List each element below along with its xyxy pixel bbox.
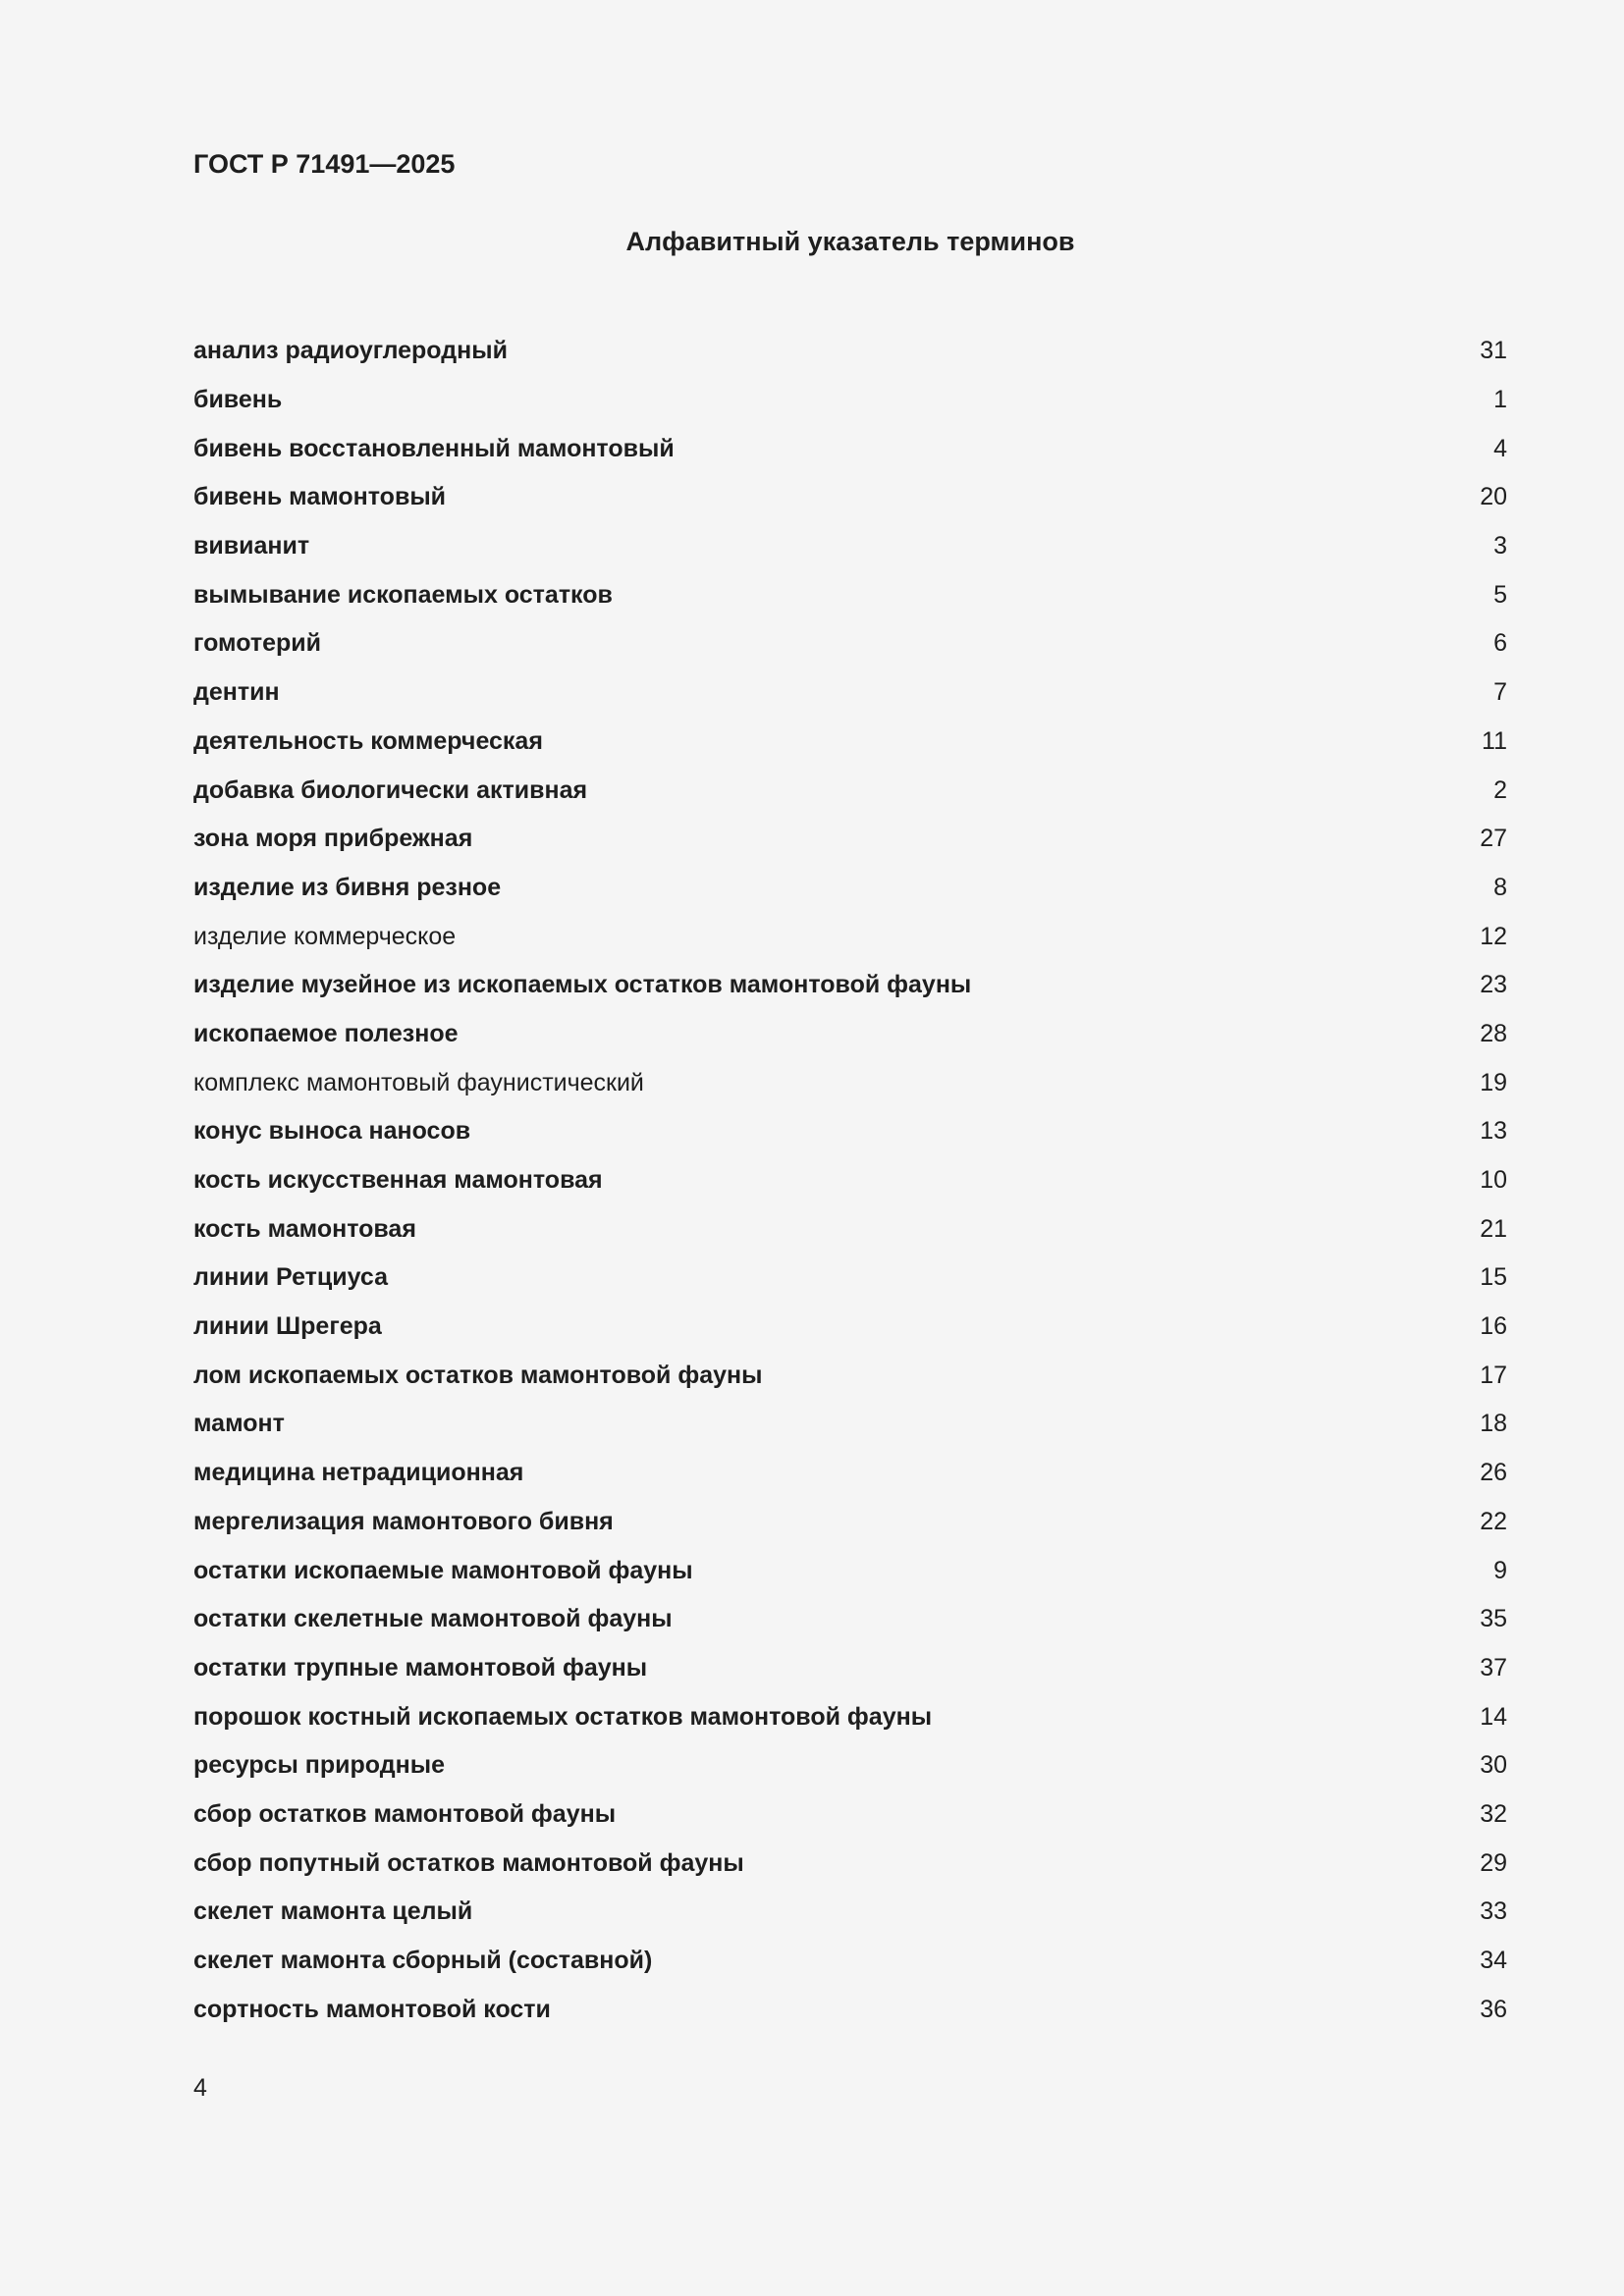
- index-term: конус выноса наносов: [193, 1117, 471, 1146]
- index-entry: [193, 376, 1507, 425]
- index-entry: [193, 961, 1507, 1010]
- index-page-ref: 28: [1480, 1019, 1507, 1047]
- index-page-ref: 7: [1493, 678, 1507, 707]
- document-code: ГОСТ Р 71491—2025: [193, 149, 456, 179]
- index-term: остатки трупные мамонтовой фауны: [193, 1653, 648, 1682]
- index-page-ref: 33: [1480, 1897, 1507, 1926]
- index-term: остатки ископаемые мамонтовой фауны: [193, 1556, 693, 1584]
- index-term: кость искусственная мамонтовая: [193, 1166, 603, 1195]
- index-entry: [193, 1741, 1507, 1790]
- index-entry: [193, 1400, 1507, 1449]
- index-page-ref: 22: [1480, 1507, 1507, 1535]
- index-entry: [193, 1449, 1507, 1498]
- index-page-ref: 21: [1480, 1214, 1507, 1243]
- index-term: изделие из бивня резное: [193, 873, 502, 901]
- index-entry: [193, 1644, 1507, 1693]
- index-term: добавка биологически активная: [193, 775, 588, 804]
- index-entry: [193, 1204, 1507, 1254]
- index-term: комплекс мамонтовый фаунистический: [193, 1068, 644, 1096]
- index-page-ref: 32: [1480, 1799, 1507, 1828]
- index-page-ref: 29: [1480, 1848, 1507, 1877]
- index-term: дентин: [193, 678, 280, 707]
- index-entry: [193, 1498, 1507, 1547]
- index-term: сбор остатков мамонтовой фауны: [193, 1799, 617, 1828]
- index-term: ресурсы природные: [193, 1751, 445, 1780]
- index-term: деятельность коммерческая: [193, 726, 543, 755]
- index-term: скелет мамонта сборный (составной): [193, 1947, 653, 1975]
- index-entry: [193, 1254, 1507, 1303]
- index-term: бивень восстановленный мамонтовый: [193, 434, 675, 462]
- index-entry: [193, 1888, 1507, 1937]
- index-term: вымывание ископаемых остатков: [193, 580, 613, 609]
- index-term: кость мамонтовая: [193, 1214, 416, 1243]
- index-page-ref: 20: [1480, 483, 1507, 511]
- index-entry: [193, 1839, 1507, 1888]
- index-term: сбор попутный остатков мамонтовой фауны: [193, 1848, 744, 1877]
- page-number: 4: [193, 2074, 207, 2102]
- index-entry: [193, 1985, 1507, 2034]
- index-entry: [193, 1351, 1507, 1400]
- index-entry: [193, 815, 1507, 864]
- index-entry: [193, 1107, 1507, 1156]
- index-page-ref: 4: [1493, 434, 1507, 462]
- index-entry: [193, 570, 1507, 619]
- index-page-ref: 9: [1493, 1556, 1507, 1584]
- index-page-ref: 30: [1480, 1751, 1507, 1780]
- index-entry: [193, 1692, 1507, 1741]
- index-page-ref: 23: [1480, 971, 1507, 999]
- index-entry: [193, 327, 1507, 376]
- index-term: линии Шрегера: [193, 1312, 382, 1341]
- index-entry: [193, 1937, 1507, 1986]
- index-term: медицина нетрадиционная: [193, 1459, 524, 1487]
- index-term: мамонт: [193, 1410, 285, 1438]
- index-entry: [193, 668, 1507, 718]
- index-term: линии Ретциуса: [193, 1263, 389, 1292]
- index-entry: [193, 1790, 1507, 1840]
- index-title: Алфавитный указатель терминов: [625, 227, 1075, 256]
- index-entry: [193, 1058, 1507, 1107]
- index-term: зона моря прибрежная: [193, 825, 473, 853]
- index-page-ref: 15: [1480, 1263, 1507, 1292]
- index-term: гомотерий: [193, 629, 321, 658]
- index-page-ref: 26: [1480, 1459, 1507, 1487]
- index-entry: [193, 718, 1507, 767]
- index-term: бивень мамонтовый: [193, 483, 447, 511]
- index-term: мергелизация мамонтового бивня: [193, 1507, 614, 1535]
- index-term: сортность мамонтовой кости: [193, 1995, 551, 2023]
- index-page-ref: 34: [1480, 1947, 1507, 1975]
- index-entry: [193, 522, 1507, 571]
- index-entry: [193, 424, 1507, 473]
- index-page-ref: 6: [1493, 629, 1507, 658]
- index-page-ref: 1: [1493, 386, 1507, 414]
- index-entry: [193, 1156, 1507, 1205]
- index-entry: [193, 1010, 1507, 1059]
- index-term: порошок костный ископаемых остатков мамонтовой фауны: [193, 1702, 933, 1731]
- index-term: скелет мамонта целый: [193, 1897, 473, 1926]
- index-page-ref: 16: [1480, 1312, 1507, 1341]
- index-page-ref: 10: [1480, 1166, 1507, 1195]
- index-term: лом ископаемых остатков мамонтовой фауны: [193, 1361, 763, 1389]
- index-page-ref: 8: [1493, 873, 1507, 901]
- index-page-ref: 27: [1480, 825, 1507, 853]
- index-page-ref: 19: [1480, 1068, 1507, 1096]
- index-page-ref: 13: [1480, 1117, 1507, 1146]
- index-page-ref: 37: [1480, 1653, 1507, 1682]
- index-term: анализ радиоуглеродный: [193, 337, 508, 365]
- index-term: остатки скелетные мамонтовой фауны: [193, 1605, 673, 1633]
- index-entry: [193, 864, 1507, 913]
- index-page-ref: 2: [1493, 775, 1507, 804]
- index-page-ref: 31: [1480, 337, 1507, 365]
- index-page-ref: 3: [1493, 532, 1507, 561]
- index-page-ref: 11: [1482, 726, 1507, 755]
- index-page-ref: 5: [1493, 580, 1507, 609]
- index-page-ref: 36: [1480, 1995, 1507, 2023]
- index-entry: [193, 1546, 1507, 1595]
- index-term: изделие музейное из ископаемых остатков мамонтовой фауны: [193, 971, 972, 999]
- index-entry: [193, 766, 1507, 815]
- index-page-ref: 14: [1480, 1702, 1507, 1731]
- index-page-ref: 35: [1480, 1605, 1507, 1633]
- index-entry: [193, 1595, 1507, 1644]
- index-term: бивень: [193, 386, 283, 414]
- index-entry: [193, 473, 1507, 522]
- index-term: изделие коммерческое: [193, 922, 457, 950]
- index-page-ref: 18: [1480, 1410, 1507, 1438]
- index-entry: [193, 912, 1507, 961]
- index-term: ископаемое полезное: [193, 1019, 459, 1047]
- index-page-ref: 17: [1480, 1361, 1507, 1389]
- index-term: вивианит: [193, 532, 310, 561]
- index-page-ref: 12: [1480, 922, 1507, 950]
- index-entry: [193, 619, 1507, 668]
- term-index-list: [193, 327, 1507, 2034]
- index-entry: [193, 1303, 1507, 1352]
